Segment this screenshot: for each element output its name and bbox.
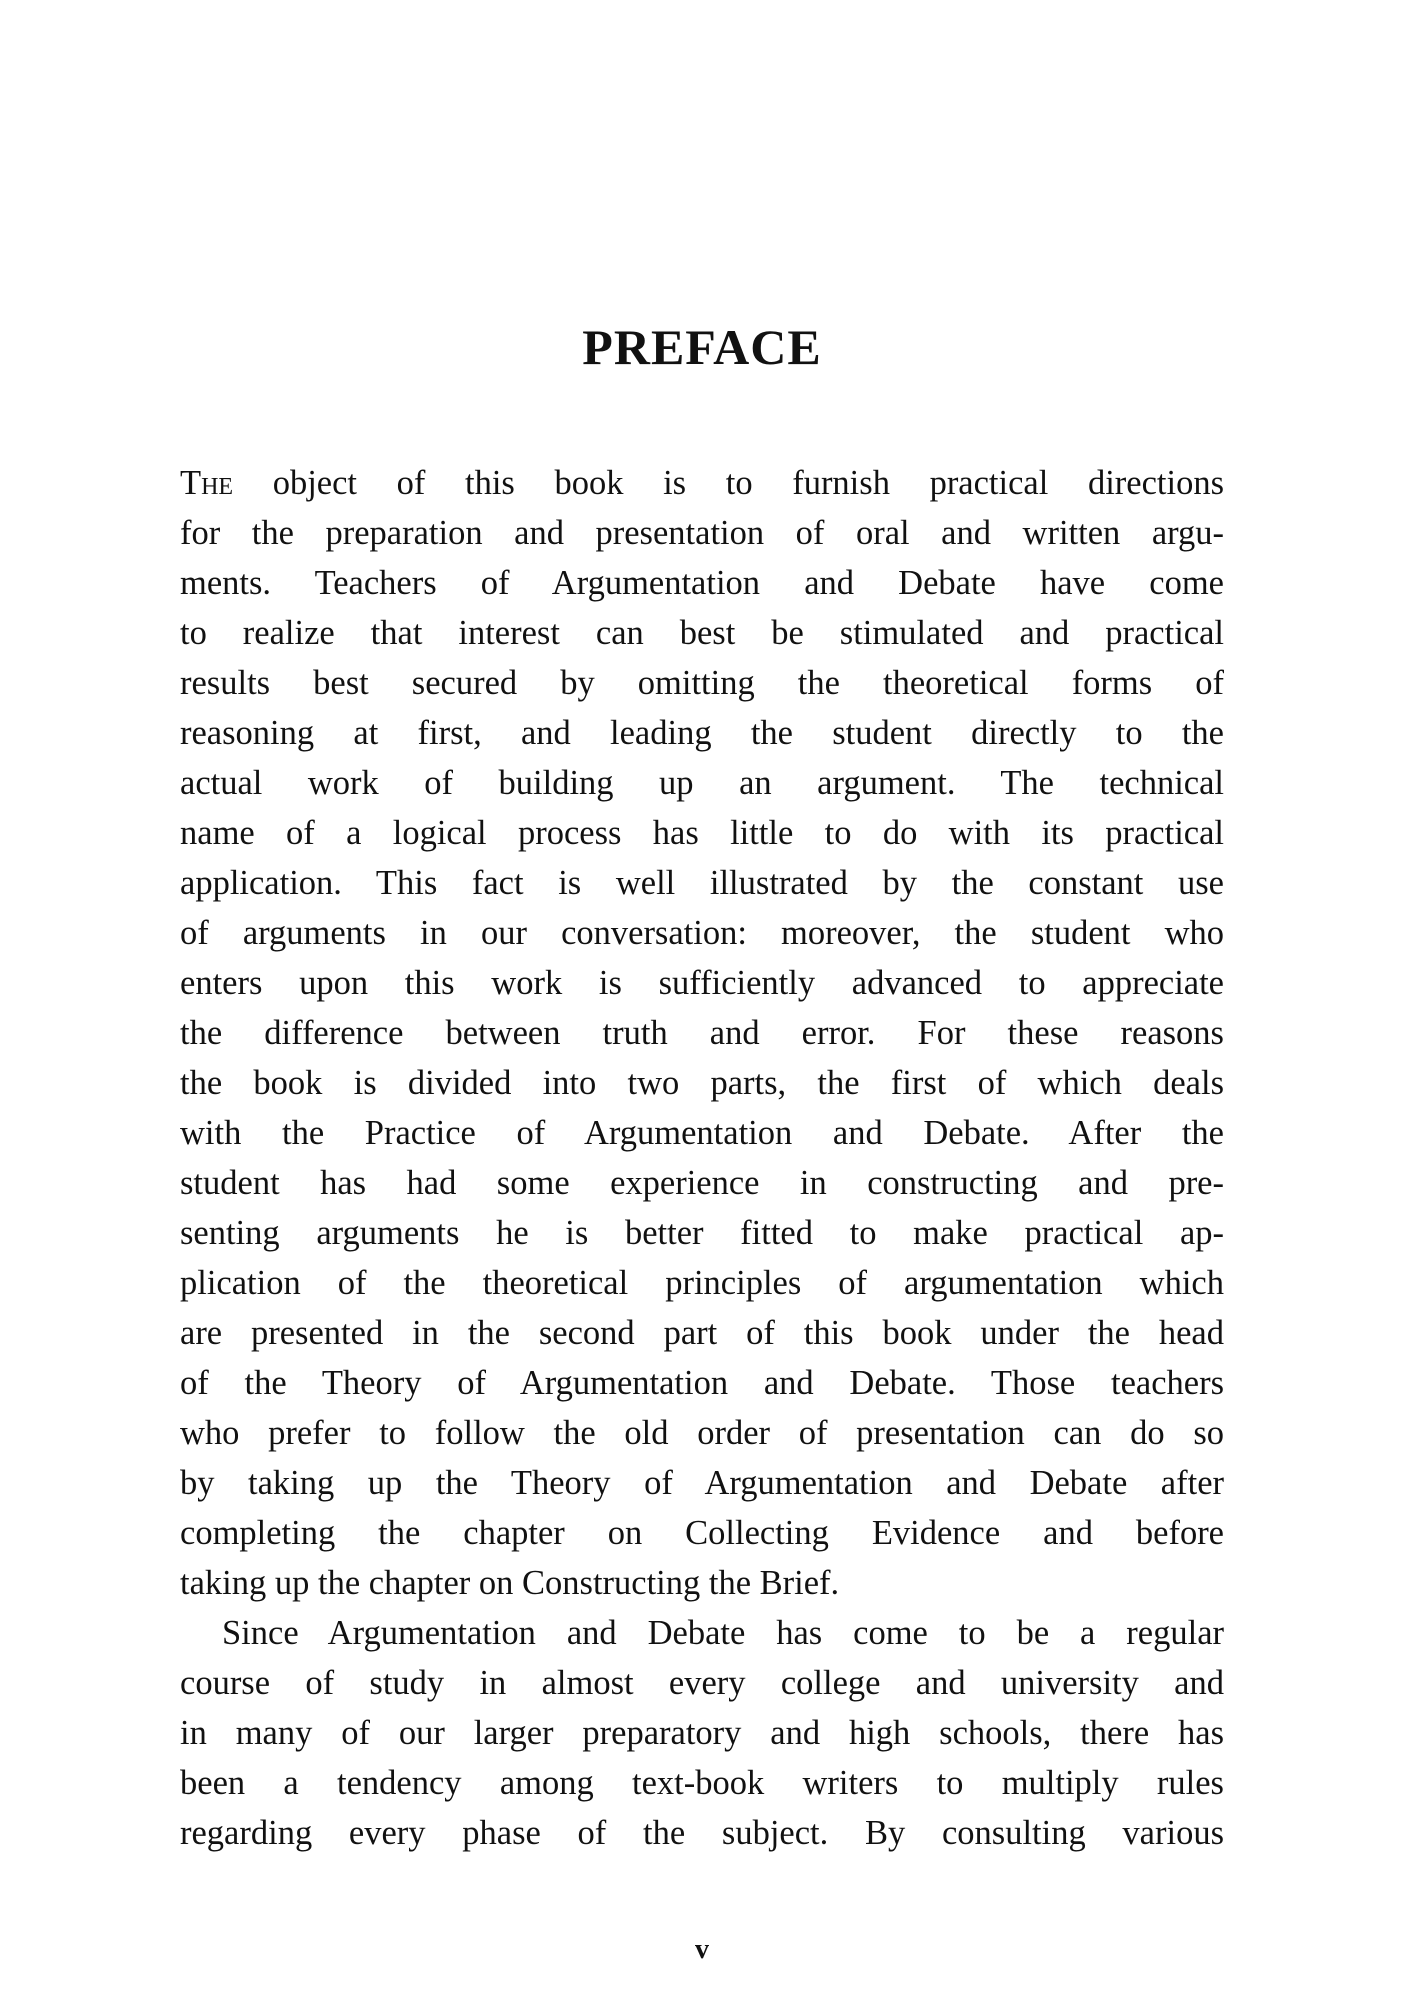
text-line: course of study in almost every college and university and <box>180 1664 1224 1702</box>
text-line: application. This fact is well illustrated by the constant use <box>180 864 1224 902</box>
preface-body <box>180 458 1224 1858</box>
text-line: completing the chapter on Collecting Evidence and before <box>180 1514 1224 1552</box>
text-line: by taking up the Theory of Argumentation and Debate after <box>180 1464 1224 1502</box>
text-line: the book is divided into two parts, the first of which deals <box>180 1064 1224 1102</box>
text-line: for the preparation and presentation of oral and written argu- <box>180 514 1224 552</box>
text-line: student has had some experience in constructing and pre- <box>180 1164 1224 1202</box>
page-title: PREFACE <box>582 319 822 375</box>
text-line: senting arguments he is better fitted to make practical ap- <box>180 1214 1224 1252</box>
text-line: plication of the theoretical principles of argumentation which <box>180 1264 1224 1302</box>
text-line: with the Practice of Argumentation and Debate. After the <box>180 1114 1224 1152</box>
text-line: name of a logical process has little to do with its practical <box>180 814 1224 852</box>
text-line: actual work of building up an argument. The technical <box>180 764 1224 802</box>
text-line: reasoning at first, and leading the student directly to the <box>180 714 1224 752</box>
text-line: who prefer to follow the old order of presentation can do so <box>180 1414 1224 1452</box>
text-line: of arguments in our conversation: moreover, the student who <box>180 914 1224 952</box>
drop-word: The <box>180 464 234 502</box>
text-line: Since Argumentation and Debate has come to be a regular <box>222 1614 1224 1652</box>
text-line: regarding every phase of the subject. By consulting various <box>180 1814 1224 1852</box>
text-line: are presented in the second part of this book under the head <box>180 1314 1224 1352</box>
page-number: v <box>695 1934 709 1965</box>
text-line: in many of our larger preparatory and high schools, there has <box>180 1714 1224 1752</box>
text-line: The object of this book is to furnish practical directions <box>180 464 1224 502</box>
text-line: to realize that interest can best be stimulated and practical <box>180 614 1224 652</box>
text-line: results best secured by omitting the theoretical forms of <box>180 664 1224 702</box>
text-line: ments. Teachers of Argumentation and Debate have come <box>180 564 1224 602</box>
text-line: of the Theory of Argumentation and Debate. Those teachers <box>180 1364 1224 1402</box>
text-line: been a tendency among text-book writers to multiply rules <box>180 1764 1224 1802</box>
text-line: taking up the chapter on Constructing the Brief. <box>180 1564 840 1602</box>
text-line: enters upon this work is sufficiently advanced to appreciate <box>180 964 1224 1002</box>
text-line: the difference between truth and error. For these reasons <box>180 1014 1224 1052</box>
